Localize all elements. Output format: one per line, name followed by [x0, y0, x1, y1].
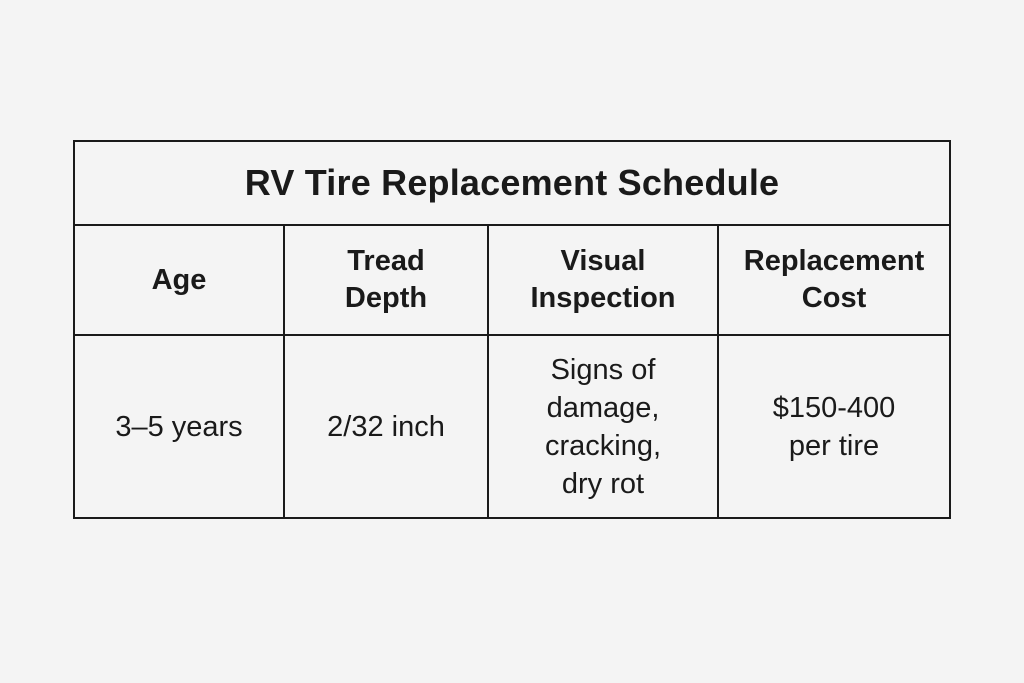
- table-title-text: RV Tire Replacement Schedule: [244, 162, 780, 203]
- cell-visual-inspection: [488, 335, 718, 518]
- header-age: [74, 225, 284, 335]
- header-age-label: Age: [151, 263, 207, 296]
- cell-age: [74, 335, 284, 518]
- cell-tread-depth: [284, 335, 488, 518]
- cell-age-value: 3–5 years: [115, 410, 243, 443]
- cell-replacement-cost: [718, 335, 950, 518]
- header-row: [74, 225, 950, 335]
- header-tread-depth: [284, 225, 488, 335]
- header-replacement-cost-label: Replacement Cost: [743, 245, 925, 314]
- tire-replacement-table: [73, 140, 951, 519]
- cell-tread-depth-value: 2/32 inch: [327, 410, 445, 443]
- title-row: [74, 141, 950, 225]
- table-title: [74, 141, 950, 225]
- header-tread-depth-label: Tread Depth: [344, 245, 428, 314]
- header-visual-inspection-label: Visual Inspection: [530, 245, 676, 314]
- header-replacement-cost: [718, 225, 950, 335]
- cell-replacement-cost-value: $150-400 per tire: [772, 391, 896, 462]
- cell-visual-inspection-value: Signs of damage, cracking, dry rot: [544, 353, 662, 500]
- header-visual-inspection: [488, 225, 718, 335]
- table-row: [74, 335, 950, 518]
